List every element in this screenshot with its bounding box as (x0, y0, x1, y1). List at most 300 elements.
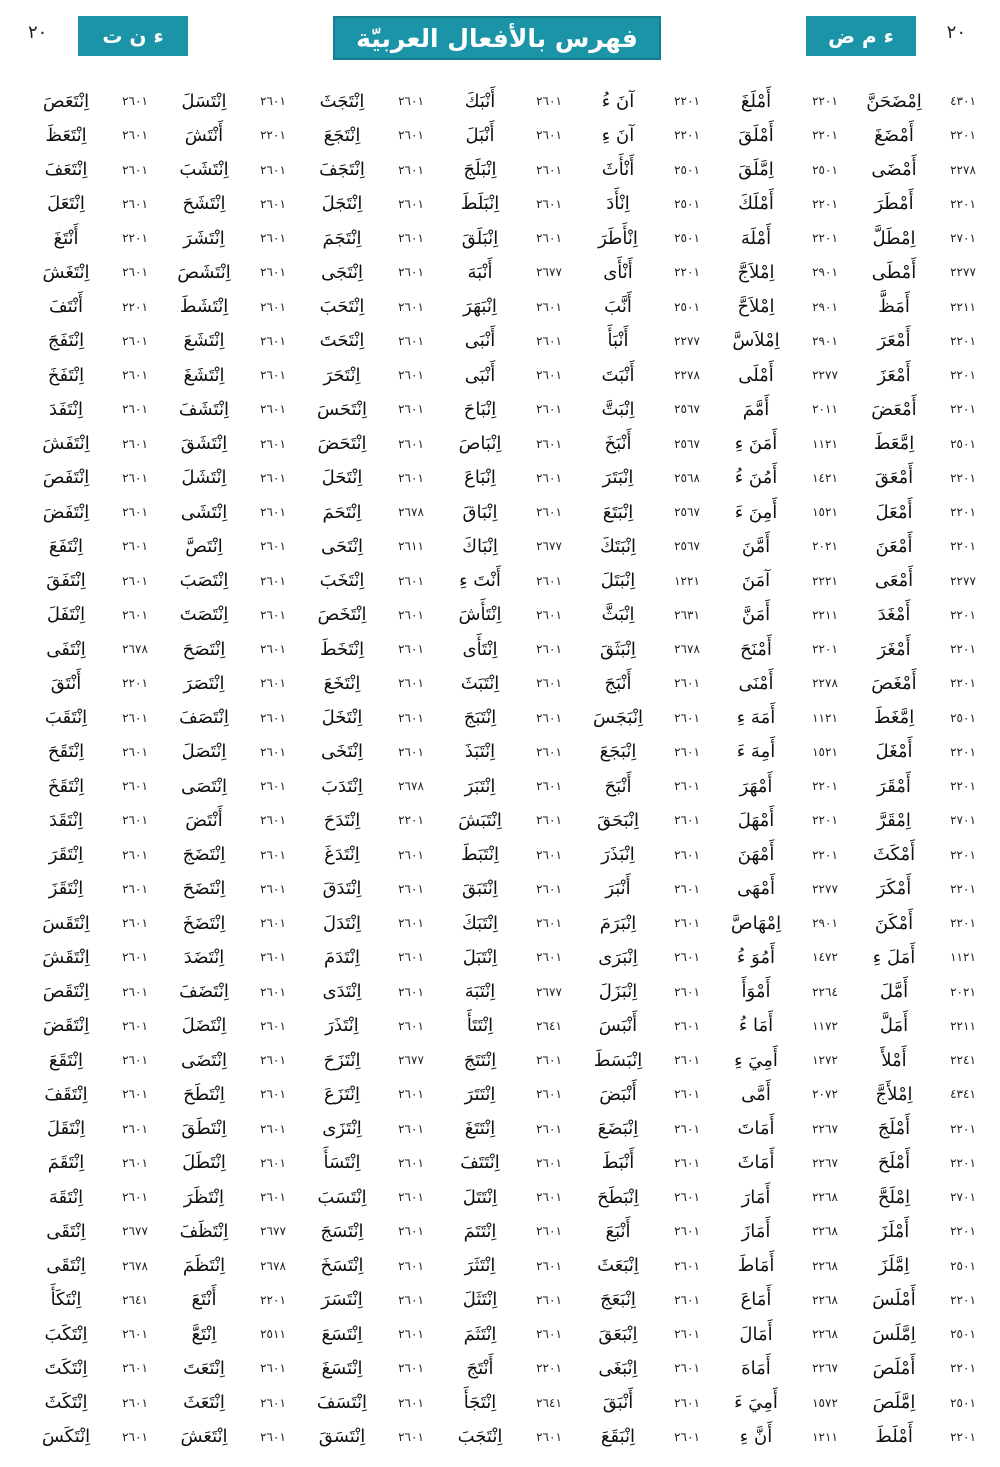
verb-word: أَمَاطَ (737, 1255, 775, 1277)
verb-code: ٢٦٠١ (674, 1258, 700, 1273)
verb-word: أَمْعَرَ (877, 330, 911, 352)
verb-entry (846, 769, 984, 803)
verb-entry (708, 358, 846, 392)
verb-entry (432, 255, 570, 289)
verb-code: ٢٢٠١ (950, 128, 976, 143)
verb-entry (294, 1214, 432, 1248)
verb-entry (846, 1420, 984, 1454)
verb-code: ٢٥٦٨ (674, 470, 700, 485)
verb-entry (570, 1180, 708, 1214)
verb-word: اِنْتَزَعَ (323, 1083, 361, 1105)
page-number-right: ٢٠ (946, 22, 966, 43)
verb-word: اِنْتَطَقَ (181, 1118, 227, 1140)
verb-code: ٢٦٠١ (122, 1053, 148, 1068)
verb-entry (846, 221, 984, 255)
verb-entry (294, 495, 432, 529)
verb-entry (156, 118, 294, 152)
verb-word: اِنْتَزَحَ (323, 1049, 361, 1071)
verb-code: ٢٢٦٧ (812, 1121, 838, 1136)
verb-entry (294, 1146, 432, 1180)
verb-word: أَنْتَعَ (191, 1289, 217, 1311)
verb-entry (432, 84, 570, 118)
verb-word: أَمِيَ ءِ (734, 1049, 778, 1071)
verb-code: ٢٦٠١ (398, 1361, 424, 1376)
verb-word: اِنْتَكَأَ (50, 1289, 82, 1311)
verb-entry (432, 1112, 570, 1146)
verb-column (708, 84, 846, 1454)
verb-word: آنَ ءُ (601, 90, 635, 112)
verb-entry (18, 838, 156, 872)
verb-word: اِنْتَتَغَ (464, 1118, 496, 1140)
page-header (0, 0, 1000, 80)
verb-entry (432, 1249, 570, 1283)
verb-word: أَمَّى (741, 1083, 771, 1105)
verb-entry (432, 529, 570, 563)
verb-entry (156, 1180, 294, 1214)
verb-word: أَمْلَجَ (877, 1118, 911, 1140)
verb-code: ٢٦٠١ (260, 231, 286, 246)
verb-word: أَمْعَلَ (875, 501, 913, 523)
verb-code: ٢٦٠١ (260, 847, 286, 862)
verb-word: أَنْأَى (603, 261, 633, 283)
verb-code: ٢٢٠١ (950, 196, 976, 211)
verb-word: اِنْتَغَشَ (42, 261, 90, 283)
verb-code: ٢٦٠١ (536, 436, 562, 451)
verb-entry (708, 392, 846, 426)
verb-code: ٢٦٤١ (122, 1292, 148, 1307)
verb-word: أَمَاثَ (737, 1152, 775, 1174)
verb-entry (708, 1112, 846, 1146)
verb-word: اِمَّعَطَ (873, 433, 915, 455)
verb-word: اِنْتَقَى (46, 1220, 86, 1242)
verb-word: أَنْبَعَ (605, 1220, 631, 1242)
verb-code: ٢٧٠١ (950, 813, 976, 828)
verb-code: ٢٦٠١ (674, 1087, 700, 1102)
verb-entry (708, 427, 846, 461)
verb-code: ٢٢١١ (950, 299, 976, 314)
verb-code: ٢٢٠١ (950, 916, 976, 931)
verb-entry (846, 392, 984, 426)
verb-word: اِنْتَضَفَ (179, 981, 229, 1003)
verb-entry (432, 769, 570, 803)
verb-entry (432, 598, 570, 632)
verb-code: ٢٦٠١ (122, 1018, 148, 1033)
verb-word: اِنْبَتَعَ (602, 501, 634, 523)
verb-entry (156, 1112, 294, 1146)
verb-word: اِنْبَتَرَ (602, 467, 634, 489)
verb-entry (18, 906, 156, 940)
verb-code: ٢٦٠١ (122, 470, 148, 485)
verb-word: أَمْهَلَ (737, 809, 775, 831)
verb-word: اِنْبَقَعَ (600, 1426, 636, 1448)
verb-word: اِنْبَذَرَ (601, 844, 635, 866)
verb-word: اِنْبَجَعَ (599, 741, 637, 763)
verb-code: ٢٦٠١ (398, 128, 424, 143)
verb-entry (432, 1180, 570, 1214)
verb-entry (570, 940, 708, 974)
verb-entry (570, 153, 708, 187)
verb-code: ٢٦٠١ (122, 265, 148, 280)
verb-entry (846, 529, 984, 563)
verb-word: اِنْبَغَى (598, 1357, 638, 1379)
verb-code: ٢٢٤١ (950, 1053, 976, 1068)
verb-word: أَمْضَى (871, 159, 917, 181)
verb-word: أَمْضَغَ (874, 124, 914, 146)
verb-word: أَنْبَأَ (607, 330, 629, 352)
verb-code: ٢٦٠١ (260, 1087, 286, 1102)
verb-word: اِنْتَعَفَ (44, 159, 88, 181)
verb-entry (18, 598, 156, 632)
verb-word: اِنْبَاقَ (462, 501, 498, 523)
verb-entry (432, 803, 570, 837)
verb-word: أَنْبَحَ (604, 775, 632, 797)
verb-word: اِنْتَخَطَ (319, 638, 365, 660)
verb-entry (294, 701, 432, 735)
verb-code: ٢٦٠١ (398, 1429, 424, 1444)
verb-code: ٢٢٠١ (812, 642, 838, 657)
verb-code: ٢٢٠١ (812, 847, 838, 862)
verb-code: ٢٦٠١ (260, 642, 286, 657)
verb-code: ٢٦٠١ (536, 916, 562, 931)
page-number-left: ٢٠ (28, 22, 48, 43)
verb-entry (432, 1420, 570, 1454)
verb-column (846, 84, 984, 1454)
verb-word: أَمَّمَ (742, 398, 770, 420)
verb-code: ٢٠٢١ (950, 984, 976, 999)
verb-entry (294, 1317, 432, 1351)
verb-code: ٢٦٠١ (674, 984, 700, 999)
verb-code: ٢٢٠١ (398, 813, 424, 828)
verb-entry (846, 1214, 984, 1248)
verb-word: اِنْتَضَلَ (181, 1015, 227, 1037)
verb-word: اِنْتَكَسَ (41, 1426, 91, 1448)
verb-code: ٢٦٠١ (122, 744, 148, 759)
verb-word: أَمْكَرَ (876, 878, 912, 900)
verb-word: اِنْتَصَلَ (181, 741, 227, 763)
verb-code: ٢٢٠١ (122, 299, 148, 314)
verb-word: اِنْتَجَفَ (319, 159, 365, 181)
verb-code: ٤٣٤١ (950, 1087, 976, 1102)
verb-entry (432, 975, 570, 1009)
verb-entry (846, 735, 984, 769)
verb-code: ٢٦٠١ (398, 607, 424, 622)
verb-code: ٢٦٠١ (674, 950, 700, 965)
verb-code: ٢٢٦٧ (812, 1155, 838, 1170)
verb-code: ٢٢٠١ (260, 1292, 286, 1307)
verb-entry (846, 1112, 984, 1146)
verb-entry (18, 1214, 156, 1248)
verb-entry (708, 187, 846, 221)
verb-word: اِنْتَقَسَ (42, 912, 90, 934)
verb-entry (18, 1386, 156, 1420)
verb-word: اِنْتَقَلَ (46, 1118, 86, 1140)
verb-entry (708, 1146, 846, 1180)
verb-entry (294, 1180, 432, 1214)
verb-entry (156, 769, 294, 803)
verb-word: أَمْغَرَ (877, 638, 911, 660)
verb-code: ٢٦٠١ (398, 1395, 424, 1410)
verb-code: ٢٦٠١ (398, 1258, 424, 1273)
verb-code: ٢٦٠١ (260, 402, 286, 417)
verb-entry (708, 529, 846, 563)
verb-code: ٢٦٠١ (536, 1429, 562, 1444)
verb-word: اِنْتَثَرَ (464, 1255, 496, 1277)
verb-entry (432, 221, 570, 255)
verb-code: ٢٦٠١ (398, 916, 424, 931)
verb-entry (156, 1077, 294, 1111)
verb-entry (432, 666, 570, 700)
verb-entry (294, 838, 432, 872)
verb-entry (294, 872, 432, 906)
verb-entry (18, 564, 156, 598)
verb-entry (18, 84, 156, 118)
verb-code: ٢٦٠١ (398, 1155, 424, 1170)
verb-word: أَمَنَ ءِ (734, 433, 778, 455)
verb-entry (846, 872, 984, 906)
verb-word: اِنْتَسَفَ (316, 1392, 368, 1414)
verb-entry (432, 290, 570, 324)
verb-word: أَمْلأَ (881, 1049, 907, 1071)
verb-code: ٢٥٠١ (674, 299, 700, 314)
verb-code: ١٤٢١ (812, 470, 838, 485)
verb-entry (156, 187, 294, 221)
verb-word: اِنْتَبَرَ (464, 775, 496, 797)
verb-code: ٢٢٠١ (950, 779, 976, 794)
verb-code: ٢٢٠١ (812, 779, 838, 794)
verb-code: ٢٥٦٧ (674, 505, 700, 520)
verb-entry (708, 1351, 846, 1385)
verb-entry (570, 769, 708, 803)
verb-code: ٢٦٠١ (674, 1155, 700, 1170)
verb-code: ٢٢٠١ (950, 1121, 976, 1136)
verb-entry (18, 1420, 156, 1454)
verb-entry (708, 1420, 846, 1454)
verb-code: ٢٢٧٧ (812, 368, 838, 383)
verb-entry (156, 255, 294, 289)
verb-word: اِمَّلَقَ (738, 159, 774, 181)
verb-code: ٢٦٠١ (674, 813, 700, 828)
verb-entry (156, 324, 294, 358)
verb-word: اِنْتَعَشَ (180, 1426, 228, 1448)
verb-word: اِنْأَطَرَ (598, 227, 638, 249)
verb-code: ٢٢٦٨ (812, 1258, 838, 1273)
verb-entry (294, 392, 432, 426)
verb-entry (18, 1180, 156, 1214)
verb-entry (570, 803, 708, 837)
verb-word: أَنْبَسَ (598, 1015, 638, 1037)
verb-entry (18, 153, 156, 187)
verb-code: ٢٦٠١ (260, 813, 286, 828)
verb-entry (570, 1009, 708, 1043)
verb-word: اِنْتَقَشَ (42, 946, 90, 968)
verb-word: أَمَارَ (741, 1186, 771, 1208)
verb-word: اِنْتَفَى (46, 638, 86, 660)
verb-entry (708, 598, 846, 632)
verb-word: اِنْتَشَرَ (183, 227, 225, 249)
verb-entry (18, 735, 156, 769)
verb-entry (294, 769, 432, 803)
verb-code: ٢٦٠١ (536, 710, 562, 725)
verb-code: ٢٦٠١ (536, 128, 562, 143)
verb-entry (570, 255, 708, 289)
verb-entry (18, 495, 156, 529)
verb-word: اِنْتَقَحَ (47, 741, 85, 763)
verb-code: ٢٢٠١ (812, 94, 838, 109)
verb-code: ١٢٢١ (674, 573, 700, 588)
verb-word: أَمْعَزَ (877, 364, 911, 386)
verb-code: ٢٦٠١ (536, 779, 562, 794)
verb-code: ٢٢٠١ (260, 128, 286, 143)
verb-word: اِمْلاَسَّ (732, 330, 780, 352)
verb-entry (432, 564, 570, 598)
verb-code: ١٢١١ (812, 1429, 838, 1444)
verb-word: اِنْتَخَى (320, 741, 364, 763)
verb-word: اِنْتَقَخَ (47, 775, 85, 797)
verb-word: اِنْتَفَضَ (42, 501, 90, 523)
verb-word: أَمْطَى (871, 261, 917, 283)
verb-word: اِنْتَشَصَ (177, 261, 231, 283)
verb-word: اِنْبَهَرَ (463, 296, 497, 318)
verb-word: اِنْتَشَطَ (179, 296, 229, 318)
verb-word: اِنْتَقَرَ (48, 844, 84, 866)
verb-word: اِنْبَاكَ (462, 535, 498, 557)
verb-word: أَمْقَرَ (877, 775, 911, 797)
verb-word: اِنْتَظَرَ (183, 1186, 225, 1208)
verb-code: ٢٦٠١ (398, 162, 424, 177)
verb-code: ٢٦٠١ (398, 573, 424, 588)
verb-word: أَمْعَى (874, 570, 914, 592)
verb-entry (570, 324, 708, 358)
verb-entry (156, 461, 294, 495)
verb-code: ٢٦٤١ (536, 1018, 562, 1033)
verb-code: ٢٦٠١ (122, 950, 148, 965)
verb-word: أَمَنَّ (741, 604, 771, 626)
verb-entry (846, 701, 984, 735)
verb-word: اِنْبَرَمَ (599, 912, 637, 934)
verb-code: ٢٦٠١ (536, 950, 562, 965)
verb-entry (708, 632, 846, 666)
verb-word: أَمَّلَ (879, 981, 909, 1003)
verb-code: ٢٦٠١ (398, 265, 424, 280)
verb-word: اِنْبَطَحَ (597, 1186, 639, 1208)
verb-entry (708, 1249, 846, 1283)
verb-word: أَنْبَخَ (604, 433, 632, 455)
verb-word: اِمَّلَزَ (878, 1255, 910, 1277)
verb-entry (570, 84, 708, 118)
verb-code: ٢٦٠١ (122, 1087, 148, 1102)
verb-word: اِنْتَجَبَ (457, 1426, 503, 1448)
verb-code: ٢٦٧٨ (122, 642, 148, 657)
verb-code: ٢٢٠١ (950, 642, 976, 657)
verb-entry (570, 1420, 708, 1454)
verb-code: ٢٦٠١ (536, 1087, 562, 1102)
verb-entry (846, 324, 984, 358)
verb-word: اِنْتَضَدَ (183, 946, 225, 968)
verb-word: اِنْتَأَشَ (458, 604, 502, 626)
verb-entry (570, 598, 708, 632)
verb-code: ٢٦٠١ (674, 881, 700, 896)
verb-code: ٢٢٠١ (122, 676, 148, 691)
verb-entry (156, 84, 294, 118)
verb-word: اِنْتَقَدَ (49, 809, 83, 831)
verb-word: اِنْتَتَرَ (464, 1083, 496, 1105)
verb-code: ٢٦٠١ (122, 1121, 148, 1136)
verb-entry (294, 1420, 432, 1454)
verb-code: ٢٢٠١ (812, 128, 838, 143)
verb-column (432, 84, 570, 1454)
verb-code: ٢٦٠١ (398, 1018, 424, 1033)
verb-word: أَنْبَكَ (464, 90, 496, 112)
verb-code: ٢٦٠١ (398, 676, 424, 691)
verb-word: اِنْتَزَى (322, 1118, 362, 1140)
verb-entry (294, 1283, 432, 1317)
verb-code: ٢٦٠١ (122, 984, 148, 999)
verb-code: ٢٦٠١ (122, 1190, 148, 1205)
verb-word: اِنْتَشَلَ (181, 467, 227, 489)
verb-code: ٢٠١١ (812, 402, 838, 417)
verb-code: ٢٢٠١ (950, 470, 976, 485)
verb-code: ٢٦٠١ (536, 847, 562, 862)
verb-entry (432, 187, 570, 221)
verb-code: ٢٦٠١ (674, 710, 700, 725)
verb-entry (294, 153, 432, 187)
verb-code: ٢٦٠١ (122, 607, 148, 622)
verb-entry (432, 1386, 570, 1420)
verb-code: ٢٦٠١ (674, 916, 700, 931)
verb-word: اِمْطَلَّ (872, 227, 916, 249)
verb-word: اِنْتَحَبَ (319, 296, 365, 318)
verb-code: ٢٥٠١ (950, 1258, 976, 1273)
verb-entry (18, 701, 156, 735)
verb-entry (570, 872, 708, 906)
verb-code: ٢٦٠١ (536, 1190, 562, 1205)
verb-code: ٢٦٠١ (122, 1395, 148, 1410)
verb-word: أَنَّ ءِ (739, 1426, 773, 1448)
verb-code: ٢٢٠١ (950, 676, 976, 691)
verb-column (156, 84, 294, 1454)
verb-entry (156, 838, 294, 872)
verb-code: ٢٦٠١ (122, 368, 148, 383)
verb-entry (846, 153, 984, 187)
verb-code: ٢٢١١ (812, 607, 838, 622)
verb-code: ٢٦٣١ (674, 607, 700, 622)
verb-code: ٢٦٠١ (536, 196, 562, 211)
verb-code: ٢٢٠١ (950, 1292, 976, 1307)
verb-entry (432, 495, 570, 529)
verb-code: ٢٦٠١ (260, 333, 286, 348)
verb-entry (156, 529, 294, 563)
verb-entry (708, 838, 846, 872)
verb-code: ٢٦٠١ (260, 916, 286, 931)
verb-word: اِنْتَضَحَ (182, 878, 226, 900)
verb-entry (294, 529, 432, 563)
verb-column (294, 84, 432, 1454)
verb-word: اِنْبَاحَ (463, 398, 497, 420)
verb-entry (294, 735, 432, 769)
verb-word: أَنْتَقَ (50, 672, 82, 694)
verb-code: ٢٦٠١ (260, 710, 286, 725)
verb-code: ١٤٧٢ (812, 950, 838, 965)
verb-entry (846, 495, 984, 529)
verb-word: اِنْتَتَجَ (463, 1049, 497, 1071)
verb-code: ٢٦٠١ (398, 368, 424, 383)
verb-entry (156, 1043, 294, 1077)
verb-entry (846, 255, 984, 289)
verb-code: ٢٢٠١ (950, 607, 976, 622)
verb-entry (846, 290, 984, 324)
verb-word: اِنْتَفَشَ (42, 433, 90, 455)
verb-entry (570, 1077, 708, 1111)
